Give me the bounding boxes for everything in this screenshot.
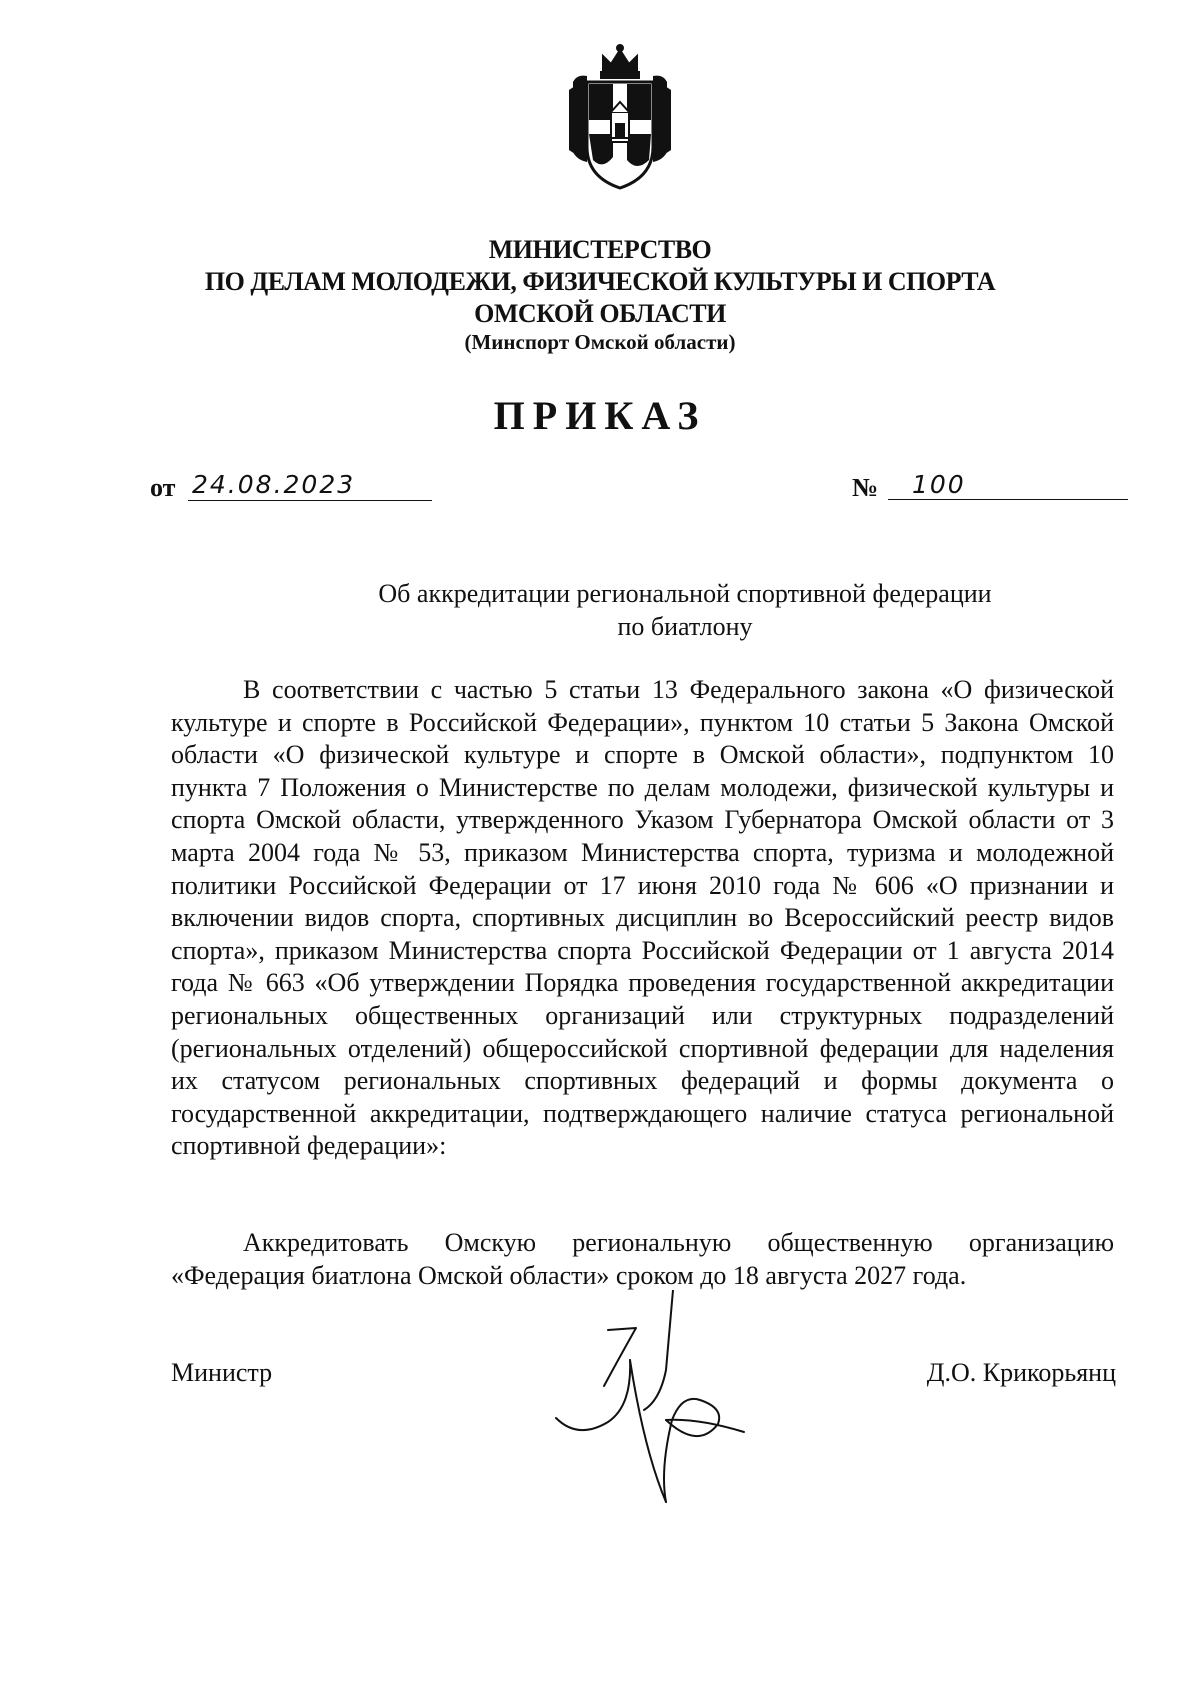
order-number-field: 100	[888, 470, 1128, 500]
ministry-title-line2: ПО ДЕЛАМ МОЛОДЕЖИ, ФИЗИЧЕСКОЙ КУЛЬТУРЫ И СПОРТА	[204, 267, 996, 296]
order-date-field: 24.08.2023	[188, 470, 432, 501]
subject-line1: Об аккредитации региональной спортивной федерации	[378, 579, 992, 608]
signatory-name: Д.О. Крикорьянц	[926, 1358, 1116, 1387]
document-title: ПРИКАЗ	[493, 393, 707, 438]
body-paragraph-decision: Аккредитовать Омскую региональную общественную организацию «Федерация биатлона Омской области» сроком до 18 августа 2027 года.	[171, 1228, 1114, 1290]
ministry-title-line1: МИНИСТЕРСТВО	[488, 235, 712, 264]
ministry-short-name: (Минспорт Омской области)	[464, 330, 736, 354]
coat-of-arms-icon	[563, 42, 677, 192]
ministry-title-line3: ОМСКОЙ ОБЛАСТИ	[474, 299, 726, 328]
date-prefix: от	[150, 473, 176, 502]
signatory-role: Министр	[171, 1358, 273, 1387]
subject-line2: по биатлону	[617, 612, 753, 641]
handwritten-signature-icon	[548, 1290, 758, 1512]
number-prefix: №	[852, 473, 879, 502]
body-paragraph-legal-basis: В соответствии с частью 5 статьи 13 Федерального закона «О физической культуре и спорте в Российской Федерации», пунктом 10 статьи 5 Закона Омской области «О физической культуре и спорте в Омской области», подпунктом 10 пункта 7 Положения о Министерстве по делам молодежи, физической культуры и спорта Омской области, утвержденного Указом Губернатора Омской области от 3 марта 2004 года № 53, приказом Министерства спорта, туризма и молодежной политики Российской Федерации от 17 июня 2010 года № 606 «О признании и включении видов спорта, спортивных дисциплин во Всероссийский реестр видов спорта», приказом Министерства спорта Российской Федерации от 1 августа 2014 года № 663 «Об утверждении Порядка проведения государственной аккредитации региональных общественных организаций или структурных подразделений (региональных отделений) общероссийской спортивной федерации для наделения их статусом региональных спортивных федераций и формы документа о государственной аккредитации, подтверждающего наличие статуса региональной спортивной федерации»:	[171, 675, 1114, 1161]
